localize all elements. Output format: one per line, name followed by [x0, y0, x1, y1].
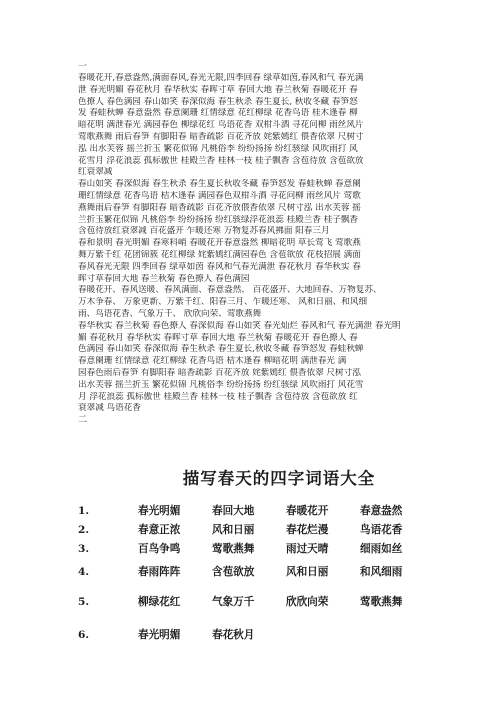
- text-line: 红衰翠减: [78, 167, 113, 178]
- text-line: 春意阑珊 红情绿意 花红柳绿 花香鸟语 桔木逢春 柳暗花明 满泄春光 满: [78, 356, 347, 367]
- text-line: 衰翠减 鸟语花香: [78, 403, 141, 414]
- word-row: [78, 520, 462, 539]
- text-line: 春暖花开,春意盎然,满面春风,春光无限,四季回春 绿草如茵,春风和气 春光满: [78, 73, 364, 83]
- row-number: 2.: [78, 523, 90, 536]
- text-line: 花雪月 浮花浪蕊 孤标傲世 桂殿兰香 桂林一枝 桂子飘香 含苞待放 含苞欲放: [78, 155, 364, 166]
- body-text: [78, 73, 462, 415]
- text-line: 月 浮花浪蕊 孤标傲世 桂殿兰香 桂林一枝 桂子飘香 含苞待放 含苞欲放 红: [78, 391, 358, 402]
- word-cell: 春回大地: [212, 505, 255, 518]
- text-line: 晖寸草春回大地 春兰秋菊 春色撩人 春色满园: [78, 273, 250, 284]
- text-line: 泄 春光明媚 春花秋月 春华秋实 春晖寸草 春回大地 春兰秋菊 春暖花开 春: [78, 84, 358, 95]
- section-one-marker: 一: [78, 62, 88, 72]
- text-line: 出水芙蓉 摇兰折玉 繁花似锦 凡桃俗李 纷纷扬扬 纷红骇绿 风吹雨打 风花雪: [78, 379, 364, 390]
- text-line: 雨、鸟语花香、气象万千、 欣欣向荣、莺歌燕舞: [78, 308, 262, 319]
- word-row: [78, 558, 462, 585]
- row-number: 1.: [78, 504, 90, 517]
- text-line: 舞万紫千红 花团锦簇 花红柳绿 姹紫嫣红满园春色 含苞欲放 花枝招展 满面: [78, 249, 361, 260]
- section-two-marker: 二: [78, 415, 88, 426]
- word-cell: 百鸟争鸣: [138, 543, 181, 556]
- word-row: [78, 585, 462, 618]
- word-cell: 雨过天晴: [286, 543, 329, 556]
- word-cell: 风和日丽: [286, 566, 329, 579]
- text-line: 春和景明 春光明媚 春寒料峭 春暖花开春意盎然 柳暗花明 草长莺飞 莺歌燕: [78, 238, 361, 249]
- text-line: 春华秋实 春兰秋菊 春色撩人 春深似海 春山如笑 春光灿烂 春风和气 春光满泄 春光明: [78, 320, 401, 331]
- word-cell: 春光明媚: [138, 629, 181, 642]
- word-cell: 风和日丽: [212, 524, 255, 537]
- word-row: [78, 501, 462, 520]
- word-table: [78, 501, 462, 651]
- row-number: 5.: [78, 595, 90, 608]
- word-cell: 柳绿花红: [138, 596, 181, 609]
- text-line: 暗花明 满泄春光 满园春色 柳绿花红 鸟语花香 双柑斗酒 寻花问柳 雨丝风片: [78, 120, 364, 131]
- word-row: [78, 539, 462, 558]
- row-number: 4.: [78, 565, 90, 578]
- text-line: 珊红情绿意 花香鸟语 桔木逢春 满园春色双柑斗酒 寻花问柳 雨丝风片 莺歌: [78, 190, 361, 201]
- text-line: 色撩人 春色满园 春山如笑 春深似海 春生秋杀 春生夏长, 秋收冬藏 春笋怒: [78, 96, 358, 107]
- text-line: 媚 春花秋月 春华秋实 春晖寸草 春回大地 春兰秋菊 春暖花开 春色撩人 春: [78, 332, 358, 343]
- word-cell: 春花烂漫: [286, 524, 329, 537]
- text-line: 含苞待放红衰翠减 百花盛开 乍暖还寒 万物复苏春风拂面 阳春三月: [78, 226, 330, 237]
- text-line: 莺歌燕舞 雨后春笋 有脚阳春 暗香疏影 百花齐放 姹紫嫣红 偎香依翠 尺树寸: [78, 131, 364, 142]
- text-line: 万木争春、 万象更新、万紫千红、阳春三月、乍暖还寒、 风和日丽、和风细: [78, 297, 368, 308]
- word-cell: 春花秋月: [212, 629, 255, 642]
- text-line: 兰折玉繁花似锦 凡桃俗李 纷纷扬扬 纷红骇绿浮花浪蕊 桂殿兰香 桂子飘香: [78, 214, 359, 225]
- word-cell: 春意盎然: [360, 505, 403, 518]
- word-cell: 细雨如丝: [360, 543, 403, 556]
- text-line: 燕舞雨后春笋 有脚阳春 暗香疏影 百花齐放偎香依翠 尺树寸泓 出水芙蓉 摇: [78, 202, 361, 213]
- text-line: 春风春光无限 四季回春 绿草如茵 春风和气春光满泄 春花秋月 春华秋实 春: [78, 261, 361, 272]
- word-cell: 莺歌燕舞: [212, 543, 255, 556]
- word-cell: 春雨阵阵: [138, 566, 181, 579]
- word-row: [78, 618, 462, 651]
- page-title: 描写春天的四字词语大全: [182, 469, 376, 489]
- word-cell: 气象万千: [212, 596, 255, 609]
- text-line: 春山如笑 春深似海 春生秋杀 春生夏长秋收冬藏 春笋怒发 春蛙秋蝉 春意阑: [78, 179, 361, 190]
- text-line: 园春色雨后春笋 有脚阳春 暗香疏影 百花齐放 姹紫嫣红 偎香依翠 尺树寸泓: [78, 367, 361, 378]
- text-line: 泓 出水芙蓉 摇兰折玉 繁花似锦 凡桃俗李 纷纷扬扬 纷红骇绿 风吹雨打 风: [78, 143, 358, 154]
- word-cell: 欣欣向荣: [286, 596, 329, 609]
- word-cell: 和风细雨: [360, 566, 403, 579]
- text-line: 色满园 春山如笑 春深似海 春生秋杀 春生夏长,秋收冬藏 春笋怒发 春蛙秋蝉: [78, 344, 364, 355]
- word-cell: 春暖花开: [286, 505, 329, 518]
- word-cell: 鸟语花香: [360, 524, 403, 537]
- text-line: 发 春蛙秋蝉 春意盎然 春意阑珊 红情绿意 花红柳绿 花香鸟语 桂木逢春 柳: [78, 108, 358, 119]
- row-number: 3.: [78, 542, 90, 555]
- word-cell: 莺歌燕舞: [360, 596, 403, 609]
- word-cell: 含苞欲放: [212, 566, 255, 579]
- text-line: 春暖花开、春风送暖、春风满面、春意盎然、 百花盛开、大地回春、万物复苏、: [78, 285, 382, 296]
- row-number: 6.: [78, 628, 90, 641]
- word-cell: 春意正浓: [138, 524, 181, 537]
- word-cell: 春光明媚: [138, 505, 181, 518]
